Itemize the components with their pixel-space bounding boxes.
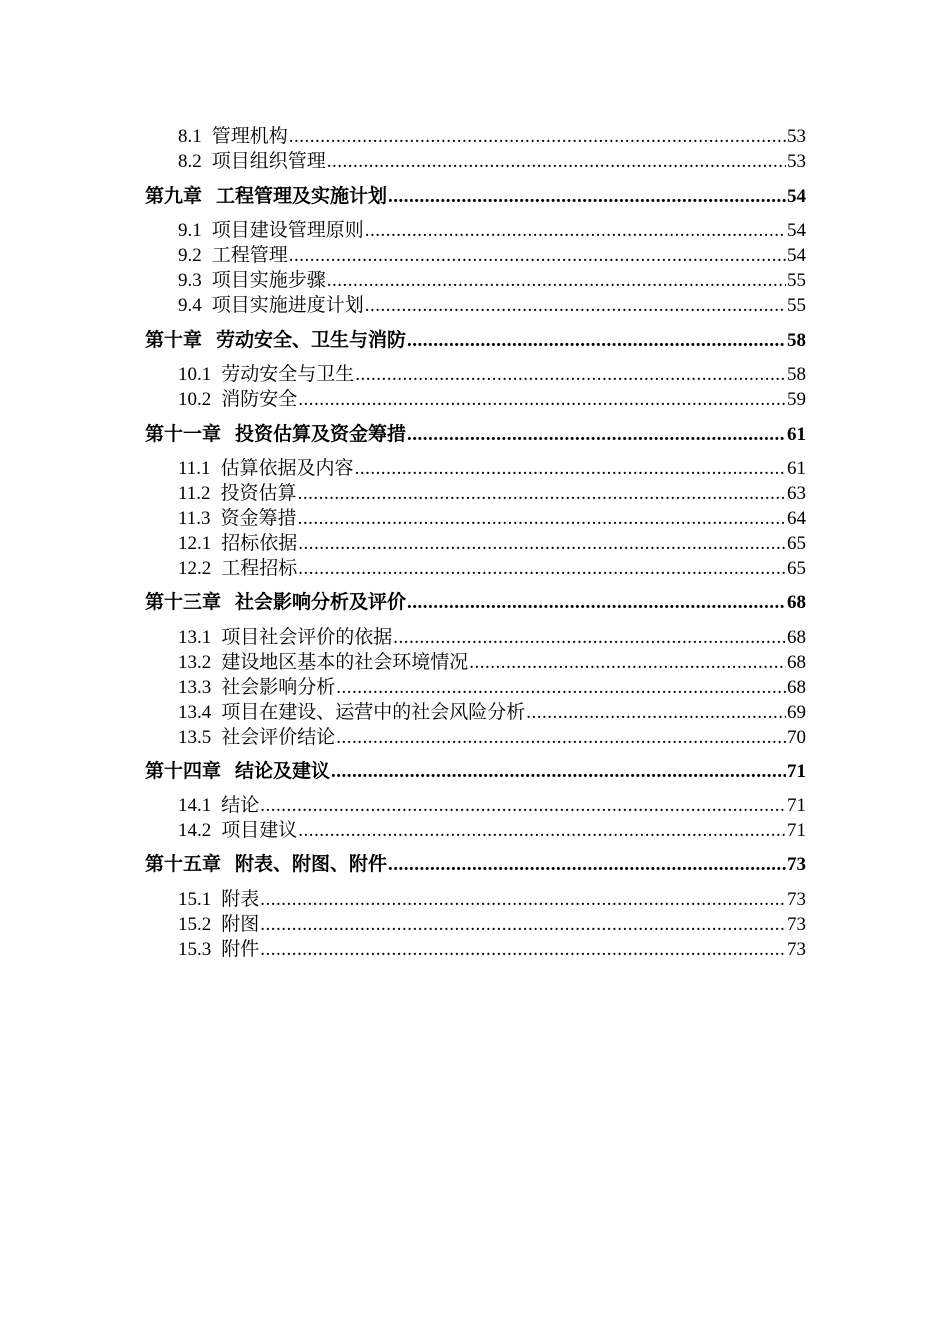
toc-entry[interactable]: [178, 362, 806, 387]
toc-entry-title: 劳动安全与卫生: [221, 364, 355, 385]
toc-entry-page: 61: [787, 458, 806, 479]
toc-entry[interactable]: [178, 818, 806, 843]
toc-entry-page: 65: [787, 533, 806, 554]
toc-entry-number: 9.2: [178, 245, 202, 266]
toc-chapter-entry[interactable]: [145, 759, 806, 784]
dot-leader: [407, 422, 786, 447]
toc-chapter-number: 第九章: [145, 186, 203, 207]
toc-chapter-entry[interactable]: [145, 590, 806, 615]
toc-entry[interactable]: [178, 149, 806, 174]
toc-entry-page: 59: [787, 389, 806, 410]
toc-entry-title: 项目实施进度计划: [211, 295, 364, 316]
toc-entry-page: 55: [787, 295, 806, 316]
dot-leader: [336, 675, 786, 700]
toc-entry[interactable]: [178, 387, 806, 412]
toc-entry-title: 招标依据: [221, 533, 298, 554]
toc-chapter-title: 投资估算及资金筹措: [235, 424, 407, 445]
toc-entry-page: 64: [787, 508, 806, 529]
toc-entry-number: 12.2: [178, 558, 212, 579]
toc-chapter-entry[interactable]: [145, 328, 806, 353]
dot-leader: [327, 149, 786, 174]
toc-entry-number: 15.2: [178, 914, 212, 935]
toc-chapter-number: 第十一章: [145, 424, 222, 445]
toc-chapter-entry[interactable]: [145, 422, 806, 447]
toc-entry-number: 13.4: [178, 702, 212, 723]
toc-entry[interactable]: [178, 912, 806, 937]
toc-entry[interactable]: [178, 700, 806, 725]
dot-leader: [298, 556, 786, 581]
toc-entry-title: 项目建设管理原则: [211, 220, 364, 241]
toc-entry-number: 9.4: [178, 295, 202, 316]
toc-entry-number: 15.3: [178, 939, 212, 960]
toc-entry-title: 工程管理: [211, 245, 288, 266]
toc-chapter-page: 58: [787, 330, 806, 351]
toc-entry-title: 工程招标: [221, 558, 298, 579]
toc-entry-number: 13.2: [178, 652, 212, 673]
dot-leader: [298, 387, 786, 412]
toc-entry-number: 8.2: [178, 151, 202, 172]
toc-entry-page: 54: [787, 245, 806, 266]
dot-leader: [260, 793, 786, 818]
dot-leader: [298, 818, 786, 843]
dot-leader: [407, 590, 786, 615]
toc-entry[interactable]: [178, 124, 806, 149]
dot-leader: [260, 912, 786, 937]
toc-entry-page: 63: [787, 483, 806, 504]
toc-entry-number: 9.3: [178, 270, 202, 291]
toc-entry-number: 10.2: [178, 389, 212, 410]
toc-entry-title: 附件: [221, 939, 260, 960]
toc-entry[interactable]: [178, 268, 806, 293]
toc-entry[interactable]: [178, 243, 806, 268]
toc-entry[interactable]: [178, 506, 806, 531]
toc-entry-number: 11.1: [178, 458, 211, 479]
toc-entry-number: 8.1: [178, 126, 202, 147]
dot-leader: [260, 887, 786, 912]
toc-entry-page: 73: [787, 914, 806, 935]
dot-leader: [355, 456, 786, 481]
toc-entry-number: 10.1: [178, 364, 212, 385]
dot-leader: [407, 328, 786, 353]
dot-leader: [388, 184, 786, 209]
toc-chapter-page: 68: [787, 592, 806, 613]
toc-chapter-title: 结论及建议: [235, 761, 331, 782]
toc-chapter-number: 第十三章: [145, 592, 222, 613]
dot-leader: [298, 481, 786, 506]
dot-leader: [298, 531, 786, 556]
toc-entry[interactable]: [178, 218, 806, 243]
toc-entry[interactable]: [178, 481, 806, 506]
toc-entry[interactable]: [178, 675, 806, 700]
toc-entry-number: 9.1: [178, 220, 202, 241]
toc-entry-title: 社会评价结论: [221, 727, 336, 748]
toc-entry[interactable]: [178, 887, 806, 912]
toc-entry-title: 项目社会评价的依据: [221, 627, 393, 648]
toc-entry-page: 53: [787, 126, 806, 147]
toc-entry-title: 管理机构: [211, 126, 288, 147]
toc-chapter-number: 第十章: [145, 330, 203, 351]
dot-leader: [327, 268, 786, 293]
toc-entry-page: 69: [787, 702, 806, 723]
toc-entry-number: 15.1: [178, 889, 212, 910]
toc-chapter-entry[interactable]: [145, 184, 806, 209]
toc-entry-title: 投资估算: [220, 483, 297, 504]
toc-chapter-page: 61: [787, 424, 806, 445]
toc-chapter-title: 附表、附图、附件: [235, 854, 388, 875]
dot-leader: [469, 650, 786, 675]
toc-entry-title: 项目建议: [221, 820, 298, 841]
toc-entry-title: 社会影响分析: [221, 677, 336, 698]
toc-entry-page: 65: [787, 558, 806, 579]
toc-entry[interactable]: [178, 456, 806, 481]
toc-entry[interactable]: [178, 937, 806, 962]
dot-leader: [298, 506, 786, 531]
toc-entry-page: 68: [787, 627, 806, 648]
toc-entry-page: 70: [787, 727, 806, 748]
toc-entry[interactable]: [178, 531, 806, 556]
toc-entry[interactable]: [178, 293, 806, 318]
toc-chapter-number: 第十四章: [145, 761, 222, 782]
dot-leader: [331, 759, 786, 784]
dot-leader: [260, 937, 786, 962]
toc-entry-page: 68: [787, 677, 806, 698]
toc-entry[interactable]: [178, 793, 806, 818]
toc-entry-title: 附表: [221, 889, 260, 910]
toc-entry[interactable]: [178, 625, 806, 650]
toc-entry-page: 71: [787, 795, 806, 816]
dot-leader: [289, 124, 786, 149]
toc-entry-title: 项目在建设、运营中的社会风险分析: [221, 702, 526, 723]
toc-entry-number: 14.2: [178, 820, 212, 841]
toc-chapter-page: 54: [787, 186, 806, 207]
toc-entry-page: 54: [787, 220, 806, 241]
toc-chapter-title: 劳动安全、卫生与消防: [216, 330, 407, 351]
toc-entry-number: 13.5: [178, 727, 212, 748]
toc-entry-title: 建设地区基本的社会环境情况: [221, 652, 469, 673]
toc-entry-page: 73: [787, 939, 806, 960]
toc-entry-page: 71: [787, 820, 806, 841]
toc-entry-number: 12.1: [178, 533, 212, 554]
toc-entry-title: 项目组织管理: [211, 151, 326, 172]
toc-chapter-title: 社会影响分析及评价: [235, 592, 407, 613]
toc-entry-title: 资金筹措: [220, 508, 297, 529]
toc-entry-title: 结论: [221, 795, 260, 816]
toc-chapter-page: 73: [787, 854, 806, 875]
toc-entry-number: 11.3: [178, 508, 211, 529]
dot-leader: [365, 293, 786, 318]
toc-chapter-entry[interactable]: [145, 852, 806, 877]
dot-leader: [289, 243, 786, 268]
toc-entry-number: 14.1: [178, 795, 212, 816]
dot-leader: [355, 362, 786, 387]
toc-entry-title: 附图: [221, 914, 260, 935]
dot-leader: [388, 852, 786, 877]
dot-leader: [365, 218, 786, 243]
toc-entry-page: 68: [787, 652, 806, 673]
dot-leader: [393, 625, 786, 650]
toc-entry-page: 58: [787, 364, 806, 385]
toc-entry-title: 消防安全: [221, 389, 298, 410]
toc-entry[interactable]: [178, 725, 806, 750]
toc-entry-title: 项目实施步骤: [211, 270, 326, 291]
toc-entry-number: 13.1: [178, 627, 212, 648]
toc-entry-page: 55: [787, 270, 806, 291]
toc-entry-page: 73: [787, 889, 806, 910]
toc-entry[interactable]: [178, 556, 806, 581]
dot-leader: [336, 725, 786, 750]
toc-entry-title: 估算依据及内容: [220, 458, 354, 479]
toc-entry-page: 53: [787, 151, 806, 172]
toc-chapter-number: 第十五章: [145, 854, 222, 875]
toc-entry[interactable]: [178, 650, 806, 675]
toc-chapter-page: 71: [787, 761, 806, 782]
toc-entry-number: 11.2: [178, 483, 211, 504]
toc-entry-number: 13.3: [178, 677, 212, 698]
dot-leader: [526, 700, 786, 725]
toc-chapter-title: 工程管理及实施计划: [216, 186, 388, 207]
